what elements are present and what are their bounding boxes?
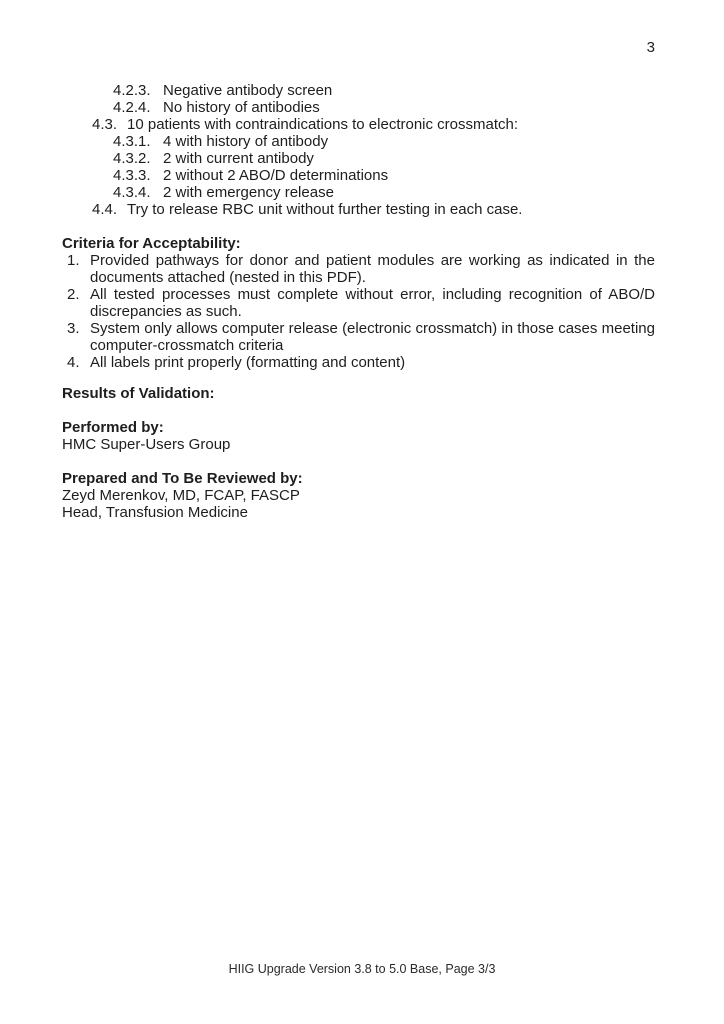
criteria-item-text: System only allows computer release (electronic crossmatch) in those cases meeting computer-crossmatch criteria [90, 320, 655, 354]
results-heading: Results of Validation: [62, 385, 215, 402]
outline-item-text: Try to release RBC unit without further testing in each case. [127, 201, 523, 218]
page-content [62, 39, 655, 521]
performed-by-value: HMC Super-Users Group [62, 436, 231, 453]
outline-item [62, 99, 655, 116]
outline-item [62, 116, 655, 133]
criteria-heading: Criteria for Acceptability: [62, 235, 241, 252]
criteria-item-text: All labels print properly (formatting and content) [90, 354, 406, 371]
criteria-item-number: 4. [67, 354, 80, 371]
outline-item [62, 201, 655, 218]
prepared-by-name: Zeyd Merenkov, MD, FCAP, FASCP [62, 487, 300, 504]
outline-item-number: 4.3.2. [113, 150, 151, 167]
outline-item-number: 4.4. [92, 201, 118, 218]
outline-item-text: 2 with emergency release [163, 184, 334, 201]
outline-item-number: 4.3. [92, 116, 118, 133]
outline-item [62, 184, 655, 201]
outline-item [62, 82, 655, 99]
criteria-item [62, 252, 655, 286]
criteria-item-text: Provided pathways for donor and patient modules are working as indicated in the documents attached (nested in this PDF). [90, 252, 655, 286]
page-number: 3 [646, 39, 655, 56]
prepared-by-title: Head, Transfusion Medicine [62, 504, 248, 521]
outline-list [62, 82, 655, 218]
outline-item [62, 150, 655, 167]
outline-item-number: 4.2.3. [113, 82, 151, 99]
criteria-item-number: 1. [67, 252, 80, 269]
outline-item-text: 2 without 2 ABO/D determinations [163, 167, 389, 184]
performed-by-label: Performed by: [62, 419, 164, 436]
outline-item-text: Negative antibody screen [163, 82, 333, 99]
criteria-list [62, 252, 655, 371]
outline-item-text: 2 with current antibody [163, 150, 314, 167]
criteria-item [62, 320, 655, 354]
outline-item [62, 133, 655, 150]
prepared-by-label: Prepared and To Be Reviewed by: [62, 470, 303, 487]
criteria-item-number: 2. [67, 286, 80, 303]
outline-item-number: 4.3.3. [113, 167, 151, 184]
criteria-item [62, 286, 655, 320]
outline-item-number: 4.3.1. [113, 133, 151, 150]
outline-item-text: No history of antibodies [163, 99, 320, 116]
criteria-item-number: 3. [67, 320, 80, 337]
outline-item-number: 4.2.4. [113, 99, 151, 116]
outline-item-number: 4.3.4. [113, 184, 151, 201]
page-footer: HIIG Upgrade Version 3.8 to 5.0 Base, Page 3/3 [228, 962, 496, 976]
criteria-item-text: All tested processes must complete without error, including recognition of ABO/D discrepancies as such. [90, 286, 655, 320]
outline-item-text: 4 with history of antibody [163, 133, 329, 150]
outline-item [62, 167, 655, 184]
criteria-item [62, 354, 655, 371]
outline-item-text: 10 patients with contraindications to electronic crossmatch: [127, 116, 519, 133]
